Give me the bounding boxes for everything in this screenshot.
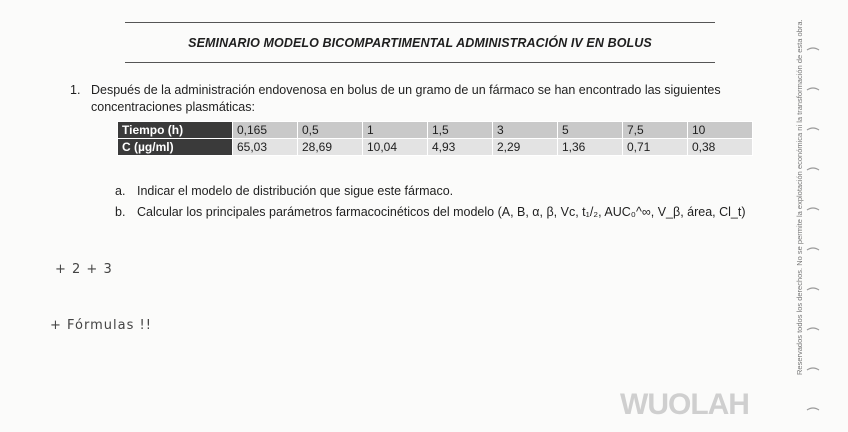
table-cell: 4,93 [428, 139, 493, 156]
item-text: Indicar el modelo de distribución que sigue este fármaco. [137, 184, 454, 198]
question-text: Después de la administración endovenosa en bolus de un gramo de un fármaco se han encontrado las siguientes concentraciones plasmáticas: [91, 83, 721, 114]
table-row [118, 122, 753, 139]
table-cell: 7,5 [623, 122, 688, 139]
table-cell: 10 [688, 122, 753, 139]
table-cell: 0,71 [623, 139, 688, 156]
table-cell: 0,5 [298, 122, 363, 139]
item-letter: b. [115, 205, 126, 219]
table-cell: 65,03 [233, 139, 298, 156]
question-number: 1. [70, 83, 81, 97]
table-cell: 0,38 [688, 139, 753, 156]
wuolah-watermark-logo: WUOLAH [620, 388, 749, 421]
item-b [115, 205, 746, 219]
table-cell: 28,69 [298, 139, 363, 156]
table-row [118, 139, 753, 156]
item-text: Calcular los principales parámetros farmacocinéticos del modelo (A, B, α, β, Vc, t₁/₂, AUC₀^∞, V_β, área, Cl_t) [137, 205, 746, 219]
table-cell: 1,36 [558, 139, 623, 156]
table-cell: 1,5 [428, 122, 493, 139]
row-header-concentration: C (µg/ml) [118, 139, 233, 156]
document-title: SEMINARIO MODELO BICOMPARTIMENTAL ADMINISTRACIÓN IV EN BOLUS [188, 36, 652, 50]
item-letter: a. [115, 184, 126, 198]
handwritten-note-1: + 2 + 3 [55, 262, 113, 277]
margin-marks [805, 20, 825, 430]
table-cell: 1 [363, 122, 428, 139]
row-header-time: Tiempo (h) [118, 122, 233, 139]
title-underline [125, 62, 715, 63]
item-a [115, 184, 453, 198]
table-cell: 0,165 [233, 122, 298, 139]
concentration-table [117, 121, 753, 156]
table-cell: 5 [558, 122, 623, 139]
handwritten-note-2: + Fórmulas !! [50, 318, 152, 333]
table-cell: 2,29 [493, 139, 558, 156]
top-rule [125, 22, 715, 23]
table-cell: 3 [493, 122, 558, 139]
table-cell: 10,04 [363, 139, 428, 156]
copyright-side-text: Reservados todos los derechos. No se permite la explotación económica ni la transformación de esta obra. [795, 19, 804, 375]
